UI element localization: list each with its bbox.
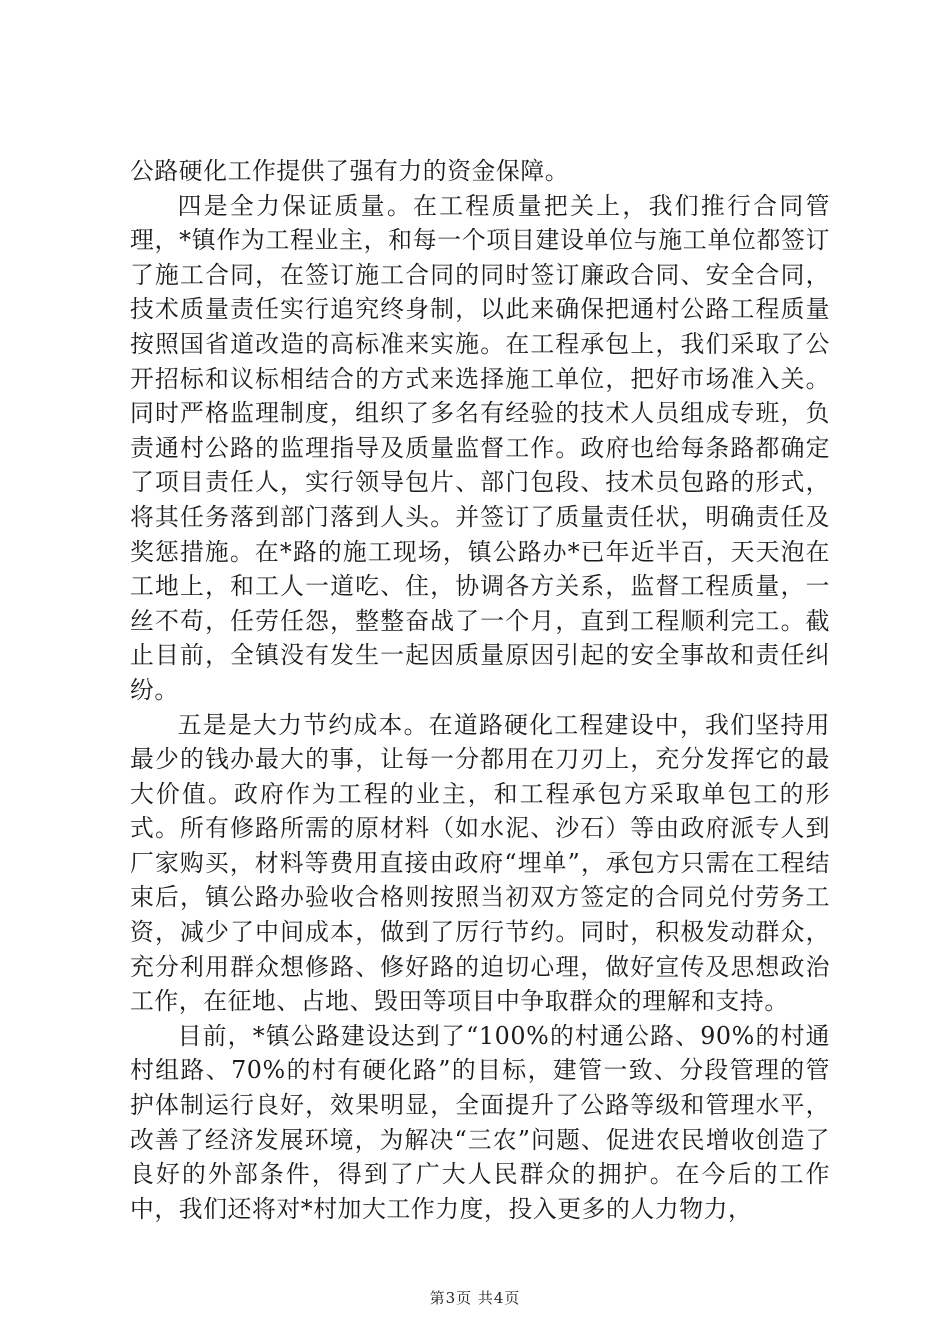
- paragraph-1: 公路硬化工作提供了强有力的资金保障。: [130, 157, 570, 185]
- paragraph-4: 目前，*镇公路建设达到了“100%的村通公路、90%的村通村组路、70%的村有硬化路”的目标，建管一致、分段管理的管护体制运行良好，效果明显，全面提升了公路等级和管理水平，改善了经济发展环境，为解决“三农”问题、促进农民增收创造了良好的外部条件，得到了广大人民群众的拥护。在今后的工作中，我们还将对*村加大工作力度，投入更多的人力物力，: [130, 1021, 830, 1223]
- document-body: [130, 154, 830, 1226]
- paragraph-3: 五是是大力节约成本。在道路硬化工程建设中，我们坚持用最少的钱办最大的事，让每一分都用在刀刃上，充分发挥它的最大价值。政府作为工程的业主，和工程承包方采取单包工的形式。所有修路所需的原材料（如水泥、沙石）等由政府派专人到厂家购买，材料等费用直接由政府“埋单”，承包方只需在工程结束后，镇公路办验收合格则按照当初双方签定的合同兑付劳务工资，减少了中间成本，做到了厉行节约。同时，积极发动群众，充分利用群众想修路、修好路的迫切心理，做好宣传及思想政治工作，在征地、占地、毁田等项目中争取群众的理解和支持。: [130, 710, 830, 1016]
- paragraph-2: 四是全力保证质量。在工程质量把关上，我们推行合同管理，*镇作为工程业主，和每一个项目建设单位与施工单位都签订了施工合同，在签订施工合同的同时签订廉政合同、安全合同，技术质量责任实行追究终身制，以此来确保把通村公路工程质量按照国省道改造的高标准来实施。在工程承包上，我们采取了公开招标和议标相结合的方式来选择施工单位，把好市场准入关。同时严格监理制度，组织了多名有经验的技术人员组成专班，负责通村公路的监理指导及质量监督工作。政府也给每条路都确定了项目责任人，实行领导包片、部门包段、技术员包路的形式，将其任务落到部门落到人头。并签订了质量责任状，明确责任及奖惩措施。在*路的施工现场，镇公路办*已年近半百，天天泡在工地上，和工人一道吃、住，协调各方关系，监督工程质量，一丝不苟，任劳任怨，整整奋战了一个月，直到工程顺利完工。截止目前，全镇没有发生一起因质量原因引起的安全事故和责任纠纷。: [130, 191, 830, 704]
- page-footer: [0, 1287, 950, 1308]
- page-number-label: 第3页 共4页: [429, 1289, 521, 1307]
